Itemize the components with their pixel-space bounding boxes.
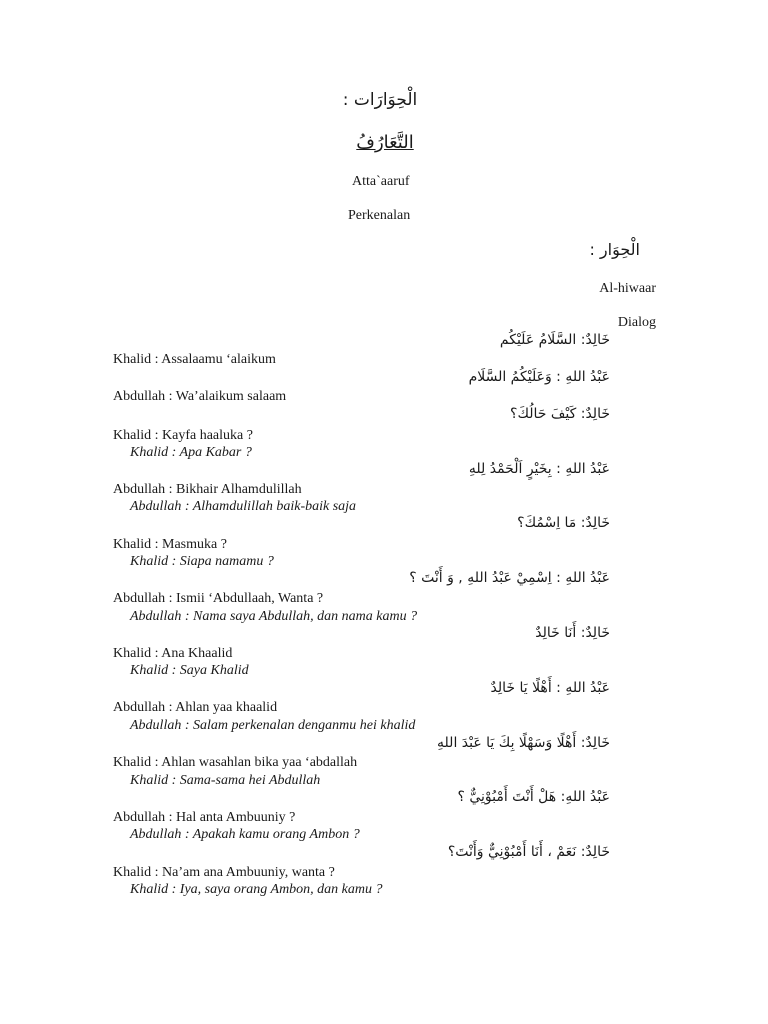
dialogue-translation: Khalid : Iya, saya orang Ambon, dan kamu ? (130, 882, 383, 897)
dialogue-arabic: عَبْدُ اللهِ : اِسْمِيْ عَبْدُ اللهِ , وَ أَنْتَ ؟ (409, 570, 610, 586)
dialogue-arabic: عَبْدُ اللهِ : وَعَلَيْكُمُ السَّلَام (468, 369, 610, 385)
dialogue-translation: Abdullah : Alhamdulillah baik-baik saja (130, 499, 357, 514)
dialogue-arabic: خَالِدٌ: أَنَا خَالِدٌ (535, 625, 610, 641)
dialogue-translation: Khalid : Apa Kabar ? (130, 445, 252, 460)
dialogue-transliteration: Khalid : Masmuka ? (113, 537, 227, 552)
dialogue-arabic: عَبْدُ اللهِ: هَلْ أَنْتَ أَمْبُوْنِيٌّ ؟ (457, 789, 610, 805)
dialogue-transliteration: Khalid : Ana Khaalid (113, 646, 233, 661)
dialogue-translation: Abdullah : Salam perkenalan denganmu hei khalid (130, 718, 416, 733)
dialogue-transliteration: Khalid : Ahlan wasahlan bika yaa ‘abdallah (113, 755, 358, 770)
dialogue-arabic: خَالِدٌ: أَهْلًا وَسَهْلًا بِكَ يَا عَبْدَ اللهِ (437, 735, 610, 751)
dialogue-transliteration: Abdullah : Ismii ‘Abdullaah, Wanta ? (113, 591, 324, 606)
dialogue-arabic: خَالِدٌ: مَا اِسْمُكَ؟ (517, 515, 610, 531)
dialogue-arabic: خَالِدٌ: كَيْفَ حَالُكَ؟ (510, 406, 610, 422)
dialogue-translation: Abdullah : Nama saya Abdullah, dan nama kamu ? (130, 609, 418, 624)
dialogue-arabic: عَبْدُ اللهِ : أَهْلًا يَا خَالِدٌ (490, 680, 610, 696)
dialogue-arabic: خَالِدٌ: السَّلَامُ عَلَيْكُم (499, 332, 610, 348)
dialogue-transliteration: Abdullah : Ahlan yaa khaalid (113, 700, 278, 715)
title-arabic: الْحِوَارَات : (342, 90, 418, 110)
dialogue-translation: Khalid : Siapa namamu ? (130, 554, 274, 569)
dialogue-translation: Khalid : Saya Khalid (130, 663, 249, 678)
dialogue-translation: Abdullah : Apakah kamu orang Ambon ? (130, 827, 360, 842)
section-heading-arabic: الْحِوَار : (589, 240, 640, 259)
dialogue-transliteration: Khalid : Assalaamu ‘alaikum (113, 352, 276, 367)
subtitle-arabic: التَّعَارُفُ (356, 132, 414, 153)
dialogue-transliteration: Khalid : Na’am ana Ambuuniy, wanta ? (113, 865, 335, 880)
dialogue-transliteration: Khalid : Kayfa haaluka ? (113, 428, 253, 443)
subtitle-transliteration: Atta`aaruf (352, 174, 410, 189)
section-heading-indonesian: Dialog (617, 315, 656, 330)
dialogue-transliteration: Abdullah : Wa’alaikum salaam (113, 389, 287, 404)
dialogue-arabic: خَالِدٌ: نَعَمْ ، أَنَا أَمْبُوْنِيٌّ وَأَنْتَ؟ (447, 844, 610, 860)
dialogue-transliteration: Abdullah : Hal anta Ambuuniy ? (113, 810, 296, 825)
subtitle-indonesian: Perkenalan (348, 208, 411, 223)
dialogue-arabic: عَبْدُ اللهِ : بِخَيْرٍ اَلْحَمْدُ لِلهِ (468, 461, 610, 477)
dialogue-transliteration: Abdullah : Bikhair Alhamdulillah (113, 482, 302, 497)
dialogue-translation: Khalid : Sama-sama hei Abdullah (130, 773, 321, 788)
section-heading-transliteration: Al-hiwaar (599, 281, 656, 296)
